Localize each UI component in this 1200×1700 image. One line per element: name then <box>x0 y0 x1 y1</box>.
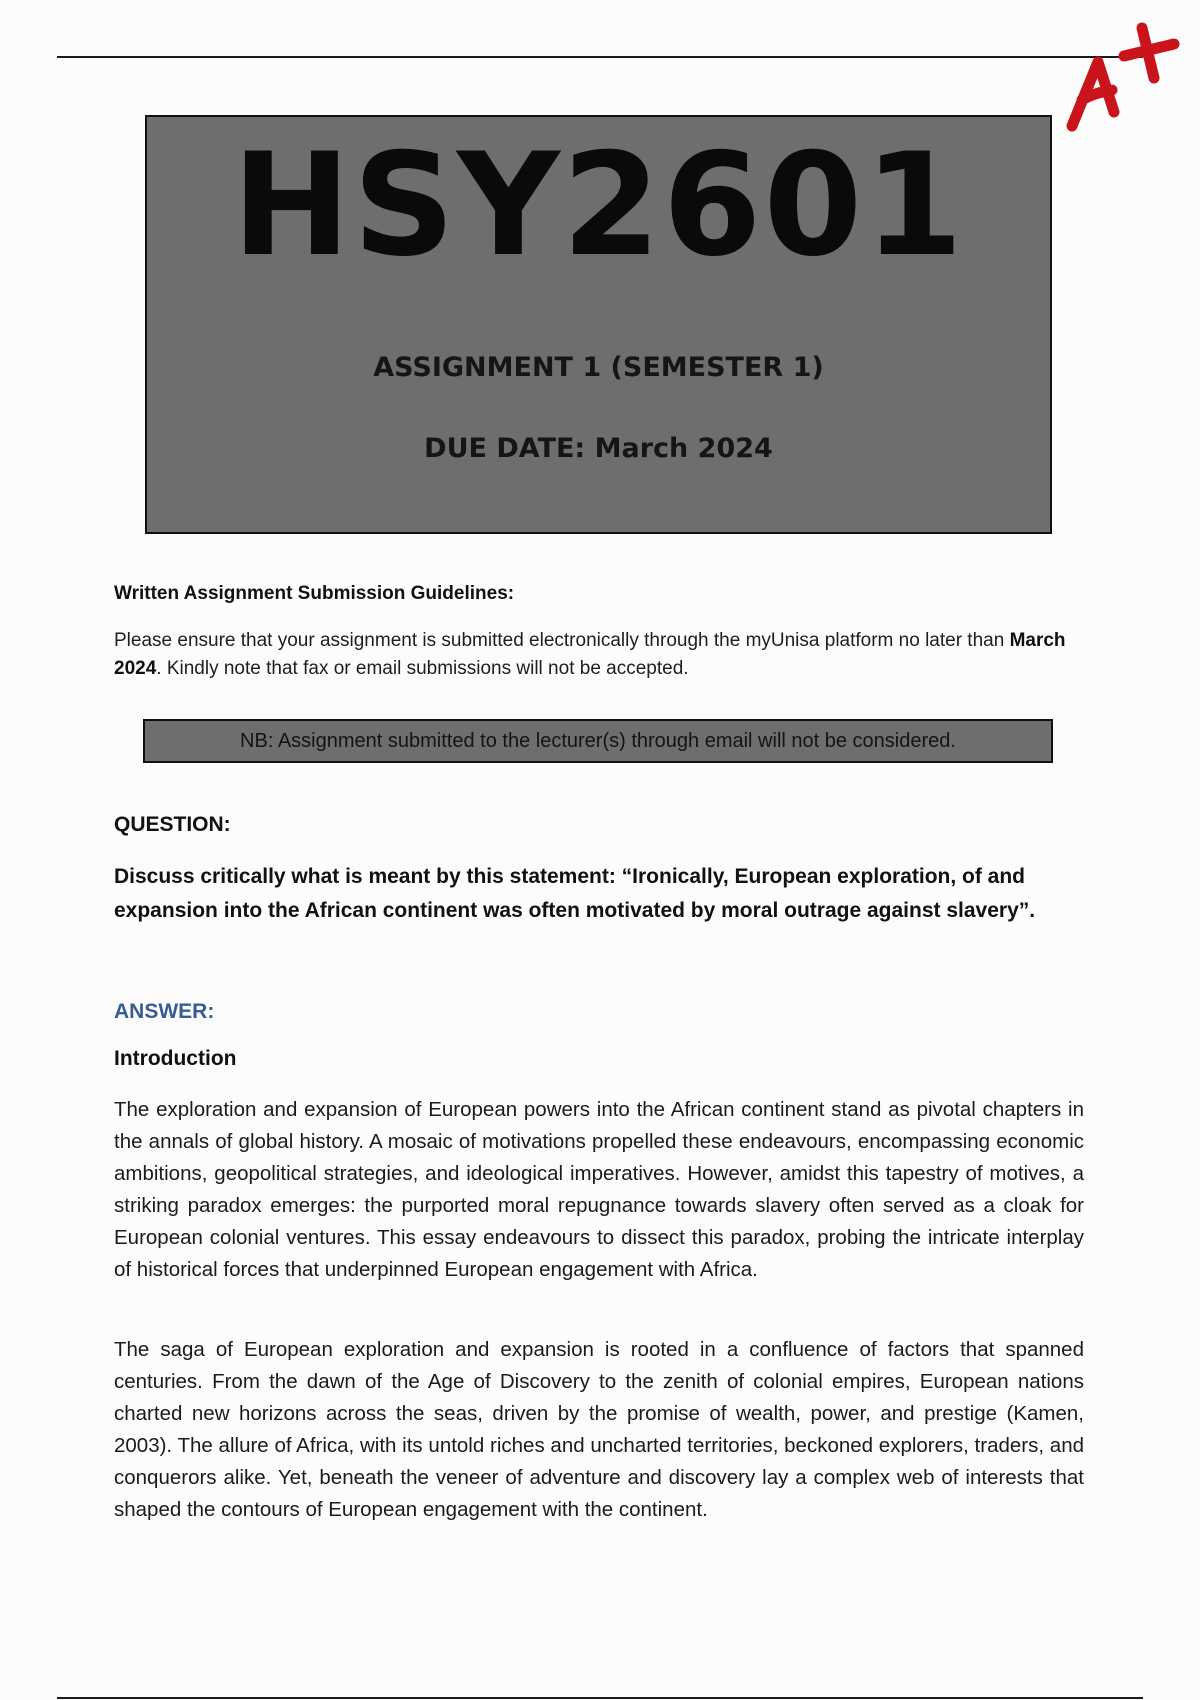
assignment-title: ASSIGNMENT 1 (SEMESTER 1) <box>373 352 824 383</box>
course-code: HSY2601 <box>231 123 966 288</box>
cover-box <box>145 115 1052 534</box>
guidelines-text <box>114 627 1084 683</box>
top-rule <box>57 56 1143 58</box>
paragraph: The exploration and expansion of European powers into the African continent stand as pivotal chapters in the annals of global history. A mosaic of motivations propelled these endeavours, encompassing economic ambitions, geopolitical strategies, and ideological imperatives. However, amidst this tapestry of motives, a striking paradox emerges: the purported moral repugnance towards slavery often served as a cloak for European colonial ventures. This essay endeavours to dissect this paradox, probing the intricate interplay of historical forces that underpinned European engagement with Africa. <box>114 1098 1084 1281</box>
notice-box: NB: Assignment submitted to the lecturer(s) through email will not be considered. <box>143 719 1053 763</box>
guidelines-text-part: . Kindly note that fax or email submissions will not be accepted. <box>156 658 689 679</box>
question-heading: QUESTION: <box>114 813 231 836</box>
answer-heading: ANSWER: <box>114 1000 215 1023</box>
guidelines-deadline: March 2024 <box>114 630 1066 679</box>
question-text: Discuss critically what is meant by this statement: “Ironically, European exploration, of and expansion into the African continent was often motivated by moral outrage against slavery”. <box>114 865 1036 922</box>
bottom-rule <box>57 1697 1143 1699</box>
paragraph: The saga of European exploration and expansion is rooted in a confluence of factors that spanned centuries. From the dawn of the Age of Discovery to the zenith of colonial empires, European nations charted new horizons across the seas, driven by the promise of wealth, power, and prestige (Kamen, 2003). The allure of Africa, with its untold riches and uncharted territories, beckoned explorers, traders, and conquerors alike. Yet, beneath the veneer of adventure and discovery lay a complex web of interests that shaped the contours of European engagement with the continent. <box>114 1338 1084 1521</box>
due-date: DUE DATE: March 2024 <box>424 433 773 464</box>
section-title: Introduction <box>114 1047 237 1070</box>
guidelines-heading: Written Assignment Submission Guidelines: <box>114 583 515 604</box>
guidelines-text-part: Please ensure that your assignment is submitted electronically through the myUnisa platform no later than <box>114 630 1010 651</box>
grade-stamp <box>1062 14 1182 134</box>
